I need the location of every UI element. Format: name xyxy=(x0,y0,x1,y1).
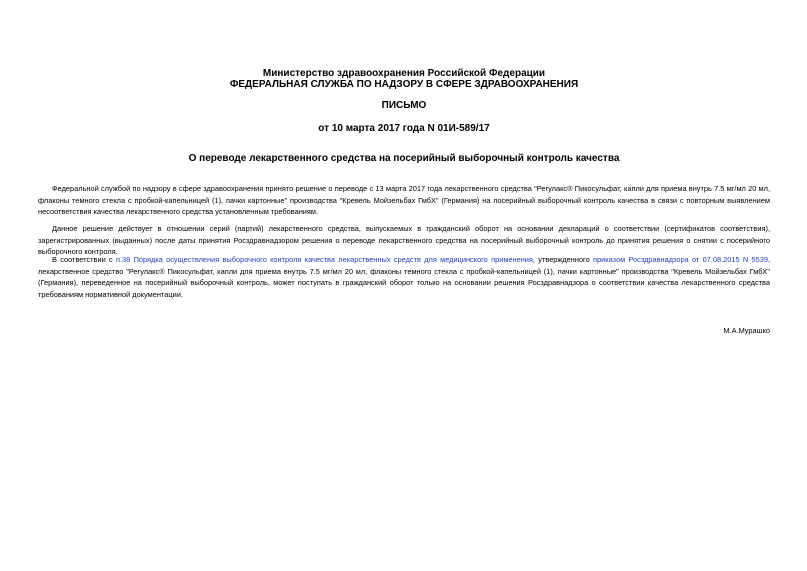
paragraph-legal-basis-middle: , утвержденного xyxy=(532,255,593,264)
document-page xyxy=(38,0,770,571)
paragraph-legal-basis xyxy=(38,254,770,300)
document-type: ПИСЬМО xyxy=(381,100,427,111)
link-control-procedure-p38[interactable]: п.38 Порядка осуществления выборочного контроля качества лекарственных средств для медицинского применения xyxy=(116,255,533,264)
link-order-5539[interactable]: приказом Росздравнадзора от 07.08.2015 N 5539 xyxy=(592,255,768,264)
signature: М.А.Мурашко xyxy=(723,326,770,335)
paragraph-legal-basis-start: В соответствии с xyxy=(52,255,116,264)
paragraph-legal-basis-end: , лекарственное средство "Регулакс® Пикосульфат, капли для приема внутрь 7.5 мг/мл 20 мл, флаконы темного стекла с пробкой-капельницей (1), пачки картонные" производства "Кревель Мойзельбах ГмбХ" (Германия), переведенное на посерийный выборочный контроль, может поступать в гражданский оборот только на основании решения Росздравнадзора о соответствии качества лекарственного средства требованиям нормативной документации. xyxy=(38,255,770,299)
ministry-name: Министерство здравоохранения Российской Федерации xyxy=(262,68,546,79)
paragraph-scope: Данное решение действует в отношении серий (партий) лекарственного средства, выпускаемых в гражданский оборот на основании деклараций о соответствии (сертификатов соответствия), зарегистрированных (выданных) после даты принятия Росздравнадзором решения о переводе лекарственного средства на посерийный выборочный контроль до принятия решения о снятии с посерийного выборочного контроля. xyxy=(38,224,770,256)
document-subject: О переводе лекарственного средства на посерийный выборочный контроль качества xyxy=(188,153,620,164)
agency-name: ФЕДЕРАЛЬНАЯ СЛУЖБА ПО НАДЗОРУ В СФЕРЕ ЗДРАВООХРАНЕНИЯ xyxy=(229,79,579,90)
paragraph-decision: Федеральной службой по надзору в сфере здравоохранения принято решение о переводе с 13 марта 2017 года лекарственного средства "Регулакс® Пикосульфат, капли для приема внутрь 7.5 мг/мл 20 мл, флаконы темного стекла с пробкой-капельницей (1), пачки картонные" производства "Кревель Мойзельбах ГмбХ" (Германия) на посерийный выборочный контроль качества в связи с повторным выявлением несоответствия качества лекарственного средства установленным требованиям. xyxy=(38,184,770,216)
document-header xyxy=(38,68,770,90)
document-date-number: от 10 марта 2017 года N 01И-589/17 xyxy=(318,123,490,134)
